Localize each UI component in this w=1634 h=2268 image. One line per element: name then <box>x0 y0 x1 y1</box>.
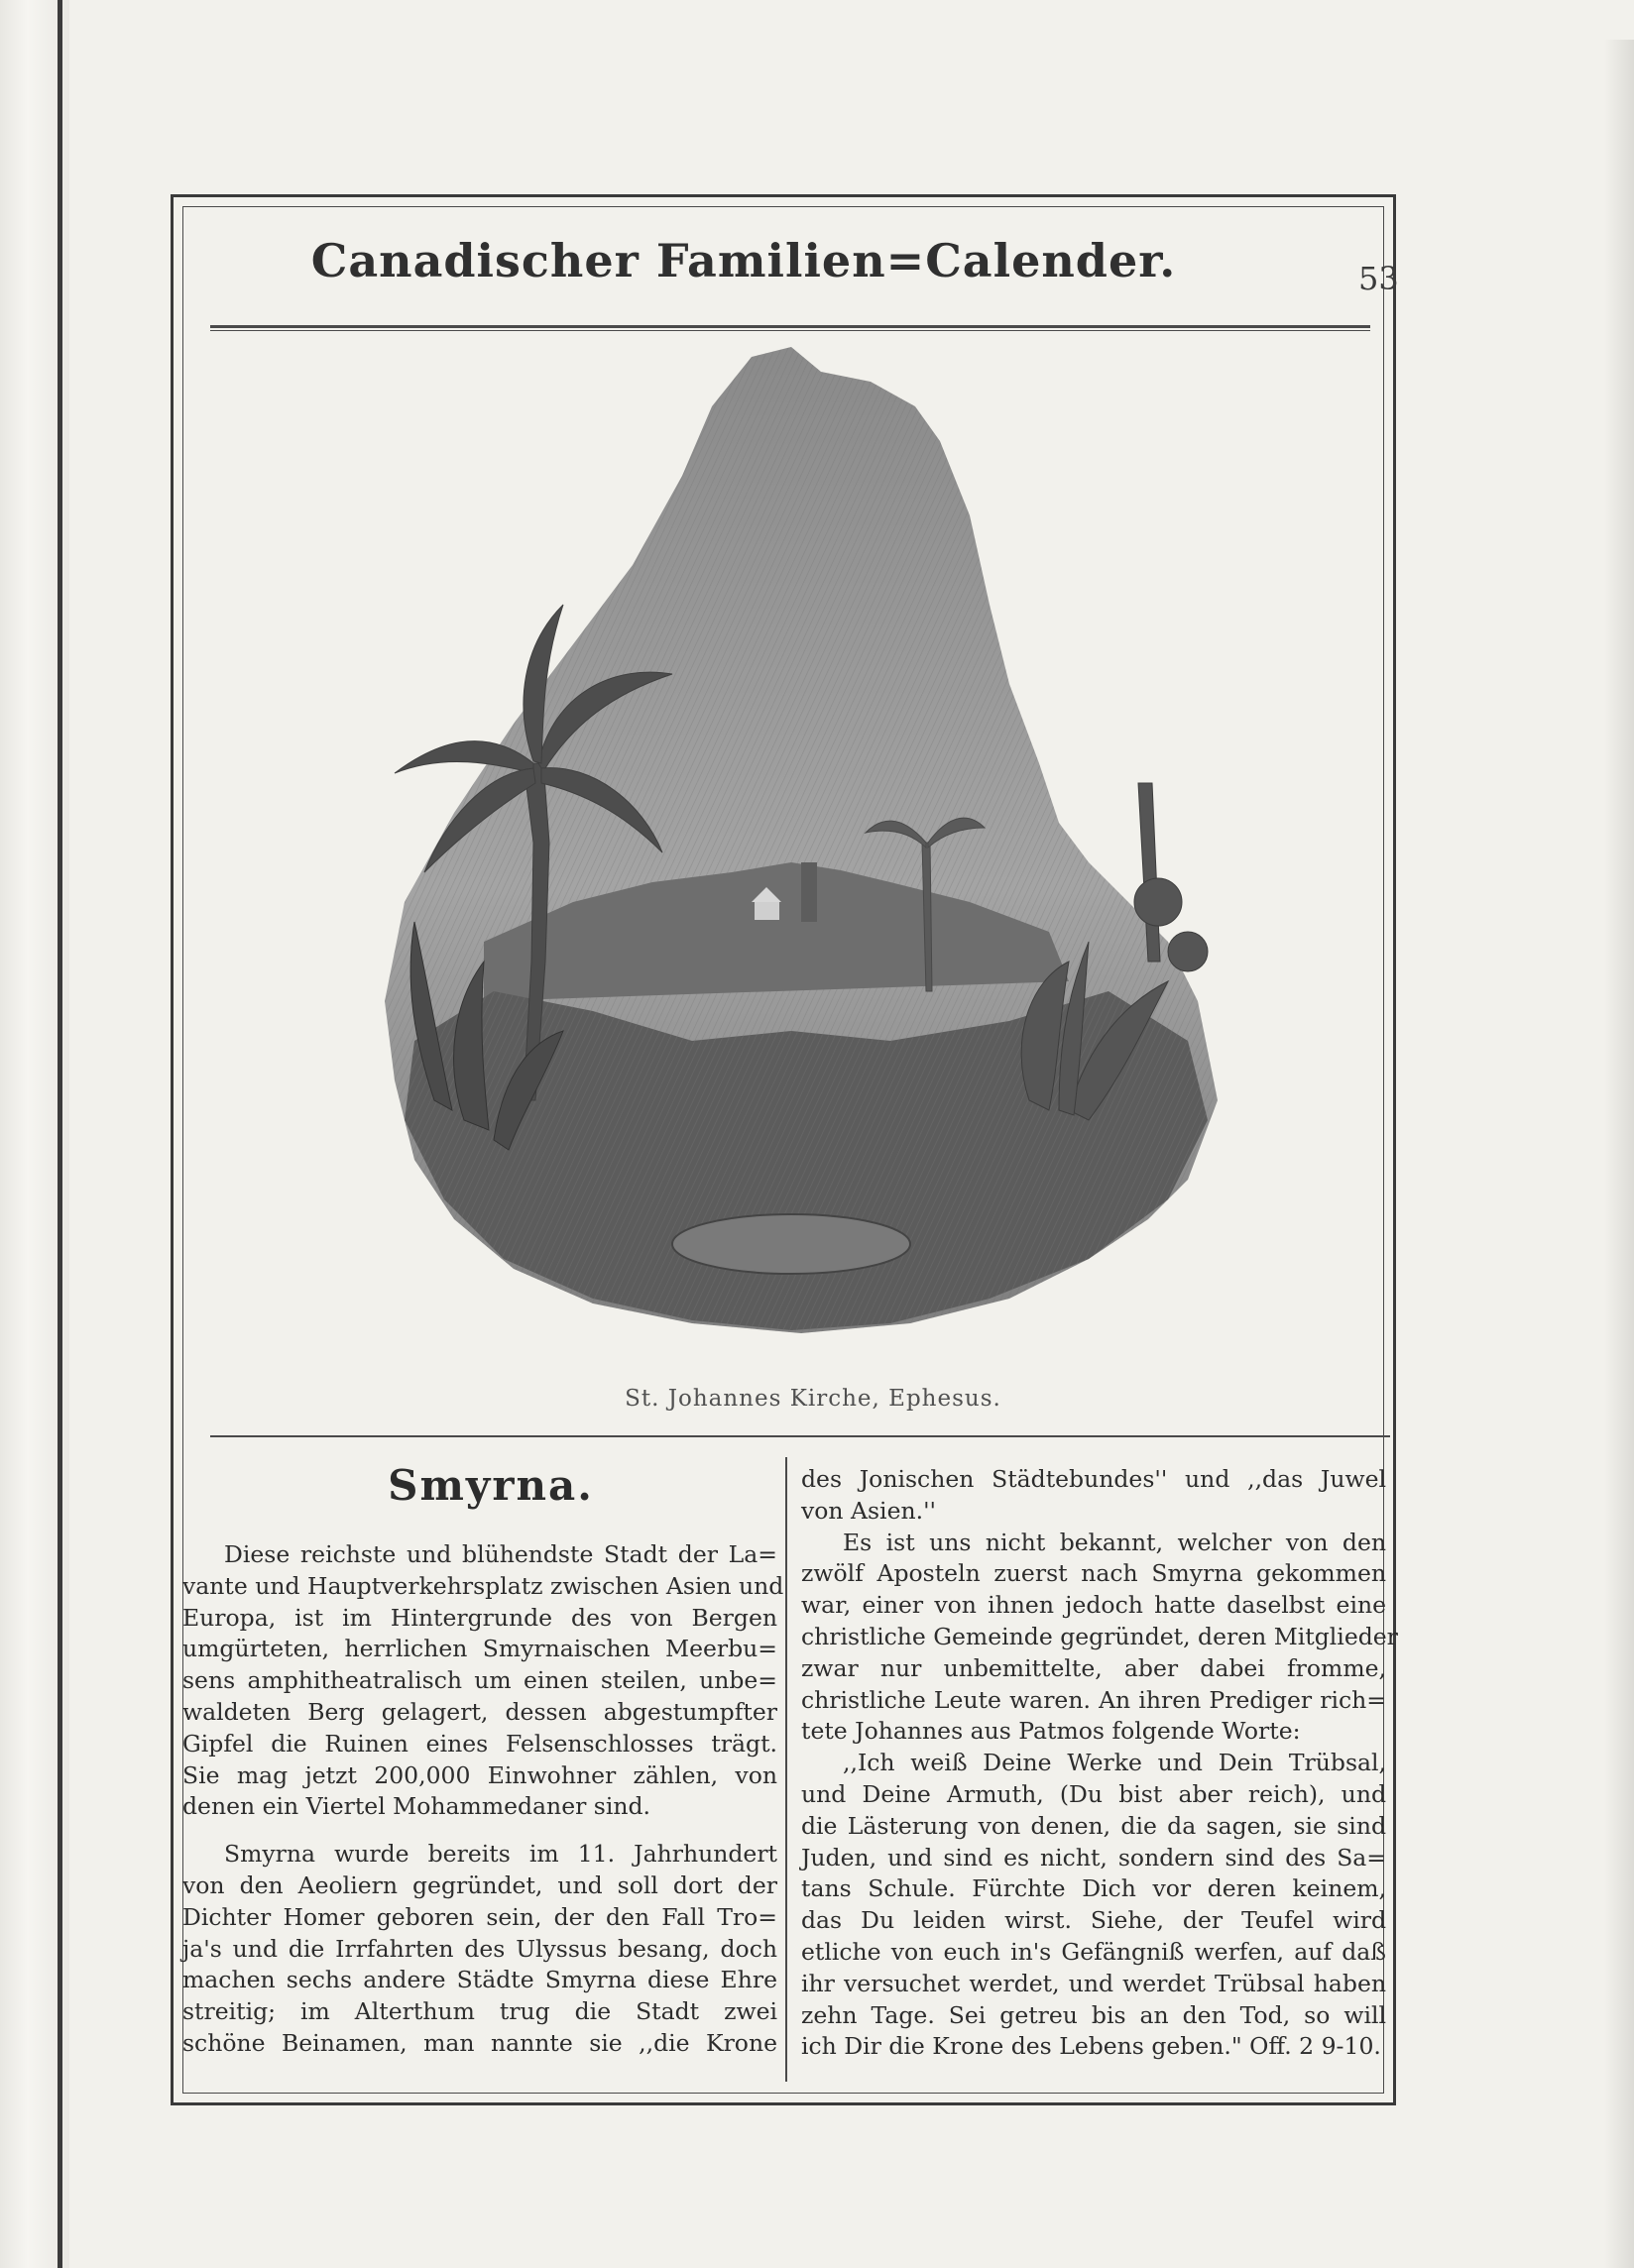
text-line: machen sechs andere Städte Smyrna diese Ehre <box>182 1966 777 1994</box>
header-rule <box>210 325 1370 328</box>
running-header-title: Canadischer Familien=Calender. <box>310 234 1177 287</box>
pond <box>672 1214 910 1274</box>
text-line: Es ist uns nicht bekannt, welcher von den <box>843 1528 1386 1556</box>
text-line: und Deine Armuth, (Du bist aber reich), und <box>801 1779 1386 1808</box>
spine-shadow-line <box>58 0 62 2268</box>
text-line: Sie mag jetzt 200,000 Einwohner zählen, von <box>182 1760 777 1789</box>
illustration-caption: St. Johannes Kirche, Ephesus. <box>625 1386 1001 1412</box>
text-line: Juden, und sind es nicht, sondern sind des Sa= <box>801 1843 1386 1871</box>
text-line: ja's und die Irrfahrten des Ulyssus besang, doch <box>182 1934 777 1963</box>
text-line: christliche Gemeinde gegründet, deren Mitglieder <box>801 1622 1398 1650</box>
text-line: zwar nur unbemittelte, aber dabei fromme, <box>801 1653 1386 1682</box>
text-line: vante und Hauptverkehrsplatz zwischen Asien und <box>182 1571 784 1600</box>
text-line: waldeten Berg gelagert, dessen abgestumpfter <box>182 1697 777 1726</box>
article-right-column <box>801 1464 1398 2063</box>
page-edge <box>1604 40 1634 2268</box>
text-line: des Jonischen Städtebundes'' und ,,das Juwel <box>801 1465 1386 1493</box>
text-line: das Du leiden wirst. Siehe, der Teufel wird <box>801 1906 1386 1935</box>
text-line: Diese reichste und blühendste Stadt der La= <box>224 1540 777 1568</box>
text-line: umgürteten, herrlichen Smyrnaischen Meerbu= <box>182 1635 777 1663</box>
text-line: ,,Ich weiß Deine Werke und Dein Trübsal, <box>843 1749 1386 1777</box>
text-line: sens amphitheatralisch um einen steilen, unbe= <box>182 1666 777 1695</box>
text-line: streitig; im Alterthum trug die Stadt zwei <box>182 1997 777 2026</box>
text-line: Gipfel die Ruinen eines Felsenschlosses trägt. <box>182 1729 777 1758</box>
article-left-column <box>182 1539 784 2060</box>
header-rule-thin <box>210 330 1370 331</box>
text-line: Europa, ist im Hintergrunde des von Bergen <box>182 1603 777 1632</box>
text-line: von den Aeoliern gegründet, und soll dort der <box>182 1871 777 1899</box>
text-line: Dichter Homer geboren sein, der den Fall Tro= <box>182 1902 777 1931</box>
column-divider <box>785 1457 787 2082</box>
paragraph-gap <box>182 1823 777 1839</box>
page-number: 53 <box>1358 260 1399 297</box>
text-line: zwölf Aposteln zuerst nach Smyrna gekommen <box>801 1559 1386 1588</box>
text-line: tans Schule. Fürchte Dich vor deren keinem, <box>801 1874 1386 1903</box>
text-line: etliche von euch in's Gefängniß werfen, auf daß <box>801 1937 1386 1966</box>
text-line: denen ein Viertel Mohammedaner sind. <box>182 1792 651 1821</box>
text-line: ihr versuchet werdet, und werdet Trübsal haben <box>801 1969 1386 1997</box>
text-line: ich Dir die Krone des Lebens geben." Off. 2 9-10. <box>801 2032 1381 2061</box>
text-line: zehn Tage. Sei getreu bis an den Tod, so will <box>801 2000 1386 2029</box>
text-line: schöne Beinamen, man nannte sie ,,die Krone <box>182 2028 777 2057</box>
text-line: christliche Leute waren. An ihren Prediger rich= <box>801 1685 1386 1714</box>
section-rule <box>210 1435 1390 1437</box>
article-title: Smyrna. <box>388 1461 594 1510</box>
text-line: war, einer von ihnen jedoch hatte daselbst eine <box>801 1591 1386 1620</box>
engraving-illustration <box>375 347 1227 1368</box>
text-line: Smyrna wurde bereits im 11. Jahrhundert <box>224 1840 777 1869</box>
text-line: von Asien.'' <box>801 1496 937 1525</box>
text-line: tete Johannes aus Patmos folgende Worte: <box>801 1717 1301 1746</box>
text-line: die Lästerung von denen, die da sagen, sie sind <box>801 1811 1386 1840</box>
